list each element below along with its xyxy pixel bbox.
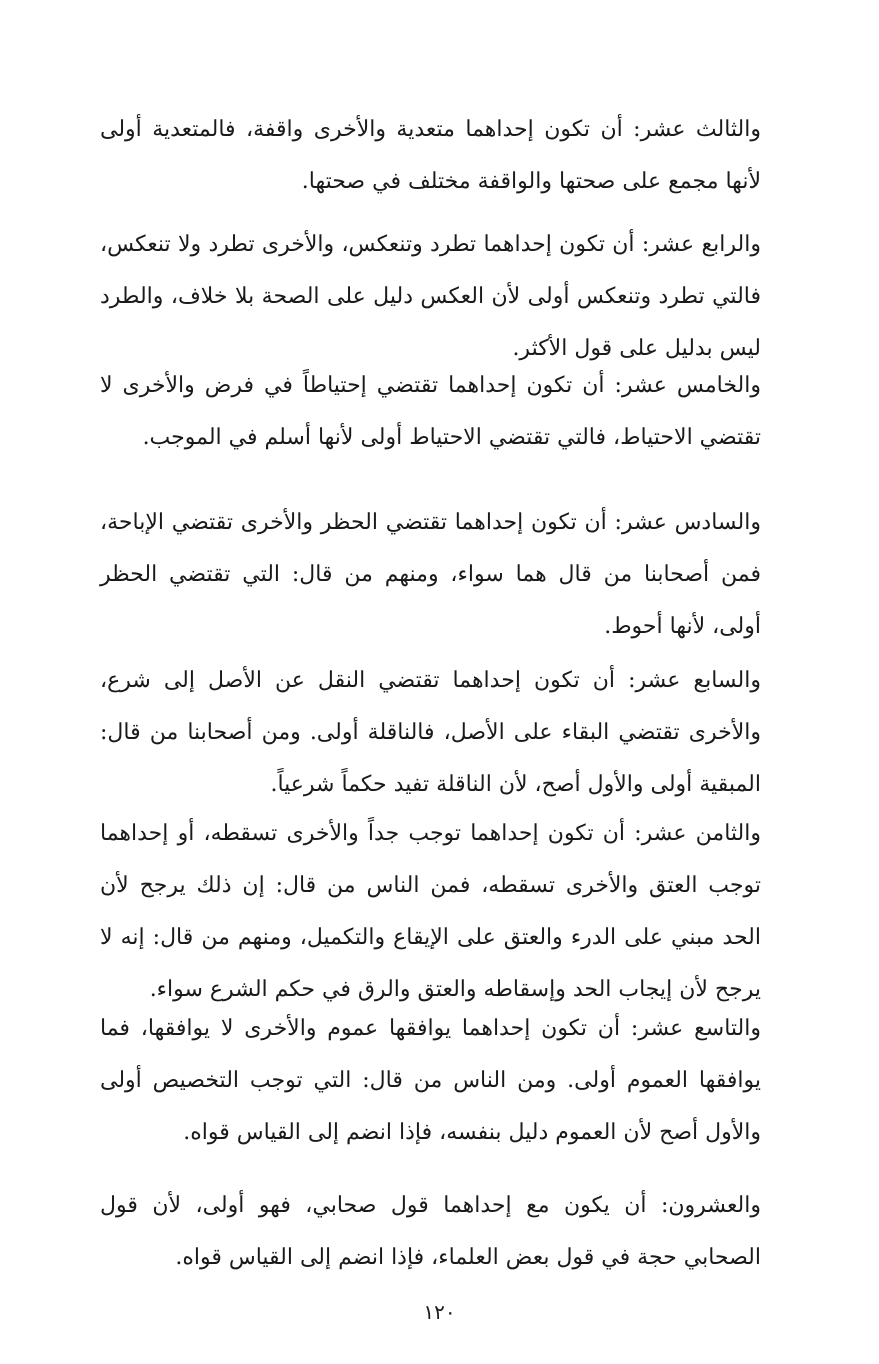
paragraph-text: والثامن عشر: أن تكون إحداهما توجب جداً والأخرى تسقطه، أو إحداهما توجب العتق والأخرى تسقطه، فمن الناس من قال: إن ذلك يرجح لأن الحد مبني على الدرء والعتق على الإيقاع والتكميل، ومنهم من قال: إنه لا يرجح لأن إيجاب الحد وإسقاطه والعتق والرق في حكم الشرع سواء. — [100, 821, 761, 1002]
paragraph-text: والخامس عشر: أن تكون إحداهما تقتضي إحتياطاً في فرض والأخرى لا تقتضي الاحتياط، فالتي تقتضي الاحتياط أولى لأنها أسلم في الموجب. — [100, 373, 761, 450]
paragraph-19 — [100, 1003, 761, 1159]
page-number: ١٢٠ — [423, 1300, 456, 1324]
paragraph-17 — [100, 655, 761, 811]
paragraph-16 — [100, 497, 761, 653]
paragraph-text: والسادس عشر: أن تكون إحداهما تقتضي الحظر والأخرى تقتضي الإباحة، فمن أصحابنا من قال هما سواء، ومنهم من قال: التي تقتضي الحظر أولى، لأنها أحوط. — [100, 510, 761, 639]
paragraph-20 — [100, 1180, 761, 1284]
paragraph-13 — [100, 104, 761, 208]
paragraph-14 — [100, 219, 761, 375]
paragraph-18 — [100, 808, 761, 1016]
paragraph-text: والعشرون: أن يكون مع إحداهما قول صحابي، فهو أولى، لأن قول الصحابي حجة في قول بعض العلماء، فإذا انضم إلى القياس قواه. — [100, 1193, 761, 1270]
paragraph-text: والثالث عشر: أن تكون إحداهما متعدية والأخرى واقفة، فالمتعدية أولى لأنها مجمع على صحتها والواقفة مختلف في صحتها. — [100, 117, 761, 194]
paragraph-text: والتاسع عشر: أن تكون إحداهما يوافقها عموم والأخرى لا يوافقها، فما يوافقها العموم أولى. ومن الناس من قال: التي توجب التخصيص أولى والأول أصح لأن العموم دليل بنفسه، فإذا انضم إلى القياس قواه. — [100, 1016, 761, 1145]
paragraph-text: والسابع عشر: أن تكون إحداهما تقتضي النقل عن الأصل إلى شرع، والأخرى تقتضي البقاء على الأصل، فالناقلة أولى. ومن أصحابنا من قال: المبقية أولى والأول أصح، لأن الناقلة تفيد حكماً شرعياً. — [100, 668, 761, 797]
paragraph-text: والرابع عشر: أن تكون إحداهما تطرد وتنعكس، والأخرى تطرد ولا تنعكس، فالتي تطرد وتنعكس أولى لأن العكس دليل على الصحة بلا خلاف، والطرد ليس بدليل على قول الأكثر. — [100, 232, 761, 361]
paragraph-15 — [100, 360, 761, 464]
